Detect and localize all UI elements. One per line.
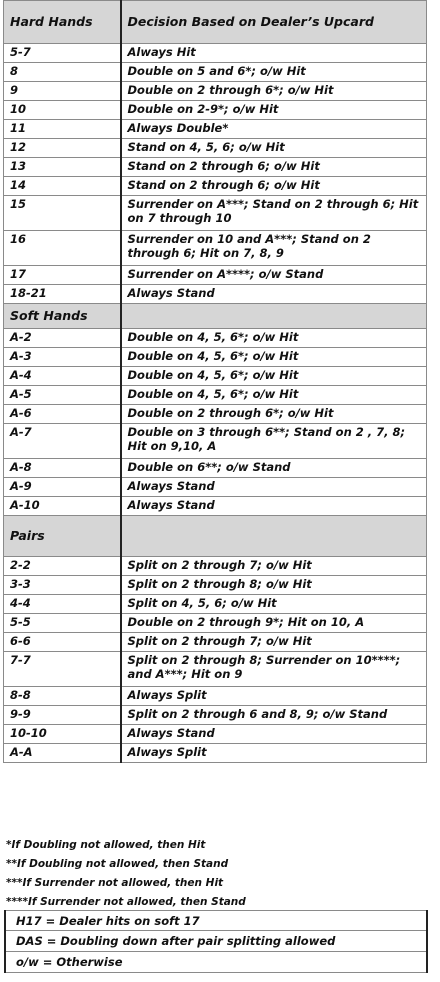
decision-cell: Double on 4, 5, 6*; o/w Hit [121,367,427,386]
strategy-sheet [3,0,426,763]
hand-cell: A-3 [4,348,121,367]
decision-cell: Double on 3 through 6**; Stand on 2 , 7, 8; Hit on 9,10, A [121,424,427,459]
decision-cell: Surrender on 10 and A***; Stand on 2 through 6; Hit on 7, 8, 9 [121,231,427,266]
hand-cell: 11 [4,120,121,139]
section-label: Pairs [4,516,121,557]
table-row [4,196,427,231]
hand-cell: 10 [4,101,121,120]
hand-cell: 14 [4,177,121,196]
table-row [4,386,427,405]
footnote: ***If Surrender not allowed, then Hit [6,877,224,889]
hand-cell: A-9 [4,478,121,497]
hand-cell: 4-4 [4,595,121,614]
table-row [4,120,427,139]
table-row [4,44,427,63]
table-row [4,633,427,652]
table-row [4,614,427,633]
decision-cell: Double on 5 and 6*; o/w Hit [121,63,427,82]
table-row [4,158,427,177]
hand-cell: 7-7 [4,652,121,687]
table-row [4,595,427,614]
table-row [4,478,427,497]
decision-cell: Always Stand [121,497,427,516]
decision-cell: Stand on 4, 5, 6; o/w Hit [121,139,427,158]
table-row [4,706,427,725]
hand-cell: 9 [4,82,121,101]
table-header-row [4,1,427,44]
table-row [4,266,427,285]
footnote: ****If Surrender not allowed, then Stand [6,896,246,908]
hand-cell: 12 [4,139,121,158]
table-row [4,405,427,424]
decision-cell: Double on 2 through 6*; o/w Hit [121,405,427,424]
decision-cell: Split on 2 through 8; o/w Hit [121,576,427,595]
table-row [4,497,427,516]
hand-cell: 8-8 [4,687,121,706]
hand-cell: 8 [4,63,121,82]
hand-cell: 2-2 [4,557,121,576]
table-row [4,576,427,595]
hand-cell: A-A [4,744,121,763]
hand-cell: 5-7 [4,44,121,63]
table-row [4,177,427,196]
decision-cell: Surrender on A****; o/w Stand [121,266,427,285]
legend-box [4,910,428,973]
table-row [4,285,427,304]
hand-cell: 17 [4,266,121,285]
table-row [4,459,427,478]
table-row [4,231,427,266]
decision-cell: Double on 4, 5, 6*; o/w Hit [121,348,427,367]
hand-cell: 10-10 [4,725,121,744]
hand-cell: 13 [4,158,121,177]
footnote: **If Doubling not allowed, then Stand [6,858,229,870]
decision-cell: Stand on 2 through 6; o/w Hit [121,158,427,177]
section-pairs [4,516,427,557]
table-row [4,348,427,367]
decision-cell: Double on 2 through 6*; o/w Hit [121,82,427,101]
table-row [4,744,427,763]
header-decision: Decision Based on Dealer’s Upcard [121,1,427,44]
hand-cell: 3-3 [4,576,121,595]
table-row [4,557,427,576]
decision-cell: Split on 2 through 8; Surrender on 10****; and A***; Hit on 9 [121,652,427,687]
hand-cell: A-5 [4,386,121,405]
strategy-table [3,0,427,763]
hand-cell: 9-9 [4,706,121,725]
decision-cell: Always Hit [121,44,427,63]
hand-cell: 15 [4,196,121,231]
table-row [4,652,427,687]
hand-cell: 16 [4,231,121,266]
legend-item: o/w = Otherwise [6,952,426,973]
section-filler [121,516,427,557]
hand-cell: A-2 [4,329,121,348]
table-row [4,139,427,158]
decision-cell: Double on 2 through 9*; Hit on 10, A [121,614,427,633]
decision-cell: Always Split [121,744,427,763]
table-row [4,725,427,744]
table-row [4,82,427,101]
table-row [4,101,427,120]
decision-cell: Split on 2 through 6 and 8, 9; o/w Stand [121,706,427,725]
decision-cell: Always Stand [121,725,427,744]
table-row [4,63,427,82]
legend-item: H17 = Dealer hits on soft 17 [6,910,426,931]
hand-cell: A-4 [4,367,121,386]
table-row [4,687,427,706]
decision-cell: Double on 6**; o/w Stand [121,459,427,478]
decision-cell: Always Stand [121,478,427,497]
table-row [4,329,427,348]
decision-cell: Always Double* [121,120,427,139]
section-filler [121,304,427,329]
legend-item: DAS = Doubling down after pair splitting allowed [6,931,426,952]
hand-cell: 6-6 [4,633,121,652]
decision-cell: Split on 2 through 7; o/w Hit [121,557,427,576]
decision-cell: Stand on 2 through 6; o/w Hit [121,177,427,196]
hand-cell: 18-21 [4,285,121,304]
hand-cell: A-6 [4,405,121,424]
hand-cell: A-7 [4,424,121,459]
decision-cell: Always Stand [121,285,427,304]
decision-cell: Split on 2 through 7; o/w Hit [121,633,427,652]
hand-cell: A-10 [4,497,121,516]
table-row [4,424,427,459]
decision-cell: Always Split [121,687,427,706]
footnotes [6,836,426,912]
decision-cell: Double on 2-9*; o/w Hit [121,101,427,120]
section-label: Soft Hands [4,304,121,329]
hand-cell: A-8 [4,459,121,478]
section-soft-hands [4,304,427,329]
footnote: *If Doubling not allowed, then Hit [6,839,206,851]
table-row [4,367,427,386]
hand-cell: 5-5 [4,614,121,633]
decision-cell: Double on 4, 5, 6*; o/w Hit [121,386,427,405]
decision-cell: Double on 4, 5, 6*; o/w Hit [121,329,427,348]
decision-cell: Surrender on A***; Stand on 2 through 6; Hit on 7 through 10 [121,196,427,231]
header-hard-hands: Hard Hands [4,1,121,44]
decision-cell: Split on 4, 5, 6; o/w Hit [121,595,427,614]
